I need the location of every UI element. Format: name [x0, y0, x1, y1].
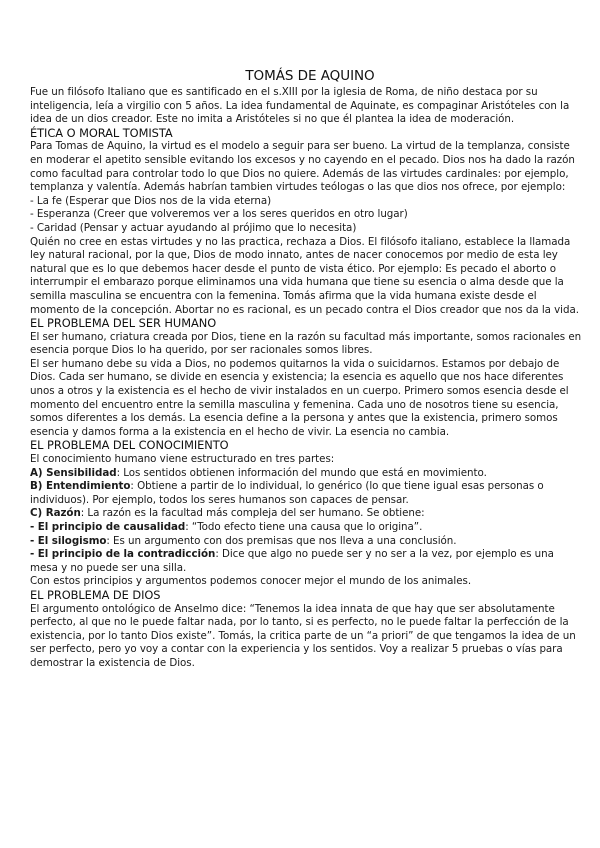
conocimiento-item-sensibilidad: [30, 467, 582, 481]
contradiccion-text: : Dice que algo no puede ser y no ser a la vez, por ejemplo es una mesa y no puede ser una silla.: [30, 548, 554, 574]
etica-paragraph-2: Quién no cree en estas virtudes y no las practica, rechaza a Dios. El filósofo italiano, establece la llamada ley natural racional, por la que, Dios de modo innato, antes de nacer conocemos por medio de esta ley natural que es lo que debemos hacer desde el punto de vista ético. Por ejemplo: Es pecado el aborto o interrumpir el embarazo porque eliminamos una vida humana que tiene su esencia o alma desde que la semilla masculina se encuentra con la femenina. Tomás afirma que la vida humana existe desde el momento de la concepción. Abortar no es racional, es un pecado contra el Dios creador que nos da la vida.: [30, 235, 579, 316]
section-heading-ser-humano: EL PROBLEMA DEL SER HUMANO: [30, 316, 217, 331]
silogismo-label: - El silogismo: [30, 534, 107, 547]
silogismo-text: : Es un argumento con dos premisas que nos lleva a una conclusión.: [106, 534, 457, 547]
principio-causalidad: [30, 521, 582, 535]
dios-paragraph-1: El argumento ontológico de Anselmo dice: “Tenemos la idea innata de que hay que ser absolutamente perfecto, al que no le puede faltar nada, por lo tanto, si es perfecto, no le puede faltar la perfección de la existencia, por lo tanto Dios existe”. Tomás, la critica parte de un “a priori” de que tengamos la idea de un ser perfecto, pero yo voy a contar con la experiencia y los sentidos. Voy a realizar 5 pruebas o vías para demostrar la existencia de Dios.: [30, 602, 576, 669]
etica-paragraph-1: Para Tomas de Aquino, la virtud es el modelo a seguir para ser bueno. La virtud de la templanza, consiste en moderar el apetito sensible evitando los excesos y no cayendo en el pecado. Dios nos ha dado la razón como facultad para controlar todo lo que Dios no quiere. Además de las virtudes cardinales: por ejemplo, templanza y valentía. Además habrían tambien virtudes teólogas o las que dios nos ofrece, por ejemplo:: [30, 140, 575, 194]
entendimiento-text: : Obtiene a partir de lo individual, lo genérico (lo que tiene igual esas personas o individuos). Por ejemplo, todos los seres humanos son capaces de pensar.: [30, 480, 544, 506]
page-title: TOMÁS DE AQUINO: [245, 68, 375, 84]
conocimiento-paragraph-1: El conocimiento humano viene estructurado en tres partes:: [30, 453, 335, 466]
conocimiento-paragraph-final: Con estos principios y argumentos podemos conocer mejor el mundo de los animales.: [30, 575, 472, 588]
razon-text: : La razón es la facultad más compleja del ser humano. Se obtiene:: [80, 507, 425, 520]
conocimiento-item-entendimiento: [30, 480, 582, 507]
razon-label: C) Razón: [30, 507, 81, 520]
intro-paragraph: Fue un filósofo Italiano que es santificado en el s.XIII por la iglesia de Roma, de niño destaca por su inteligencia, leía a virgilio con 5 años. La idea fundamental de Aquinate, es compaginar Aristóteles con la idea de un dios creador. Este no imita a Aristóteles si no que él plantea la idea de moderación.: [30, 86, 570, 126]
ser-humano-paragraph-2: El ser humano debe su vida a Dios, no podemos quitarnos la vida o suicidarnos. Estamos por debajo de Dios. Cada ser humano, se divide en esencia y existencia; la esencia es aquello que nos hace diferentes unos a otros y la existencia es el hecho de vivir instalados en un cuerpo. Primero somos esencia desde el momento del encuentro entre la semilla masculina y femenina. Cada uno de nosotros tiene su esencia, somos diferentes a los demás. La esencia define a la persona y antes que la existencia, primero somos esencia y damos forma a la existencia en el hecho de vivir. La esencia no cambia.: [30, 357, 569, 438]
section-heading-etica: ÉTICA O MORAL TOMISTA: [30, 125, 173, 140]
causalidad-label: - El principio de causalidad: [30, 521, 186, 533]
contradiccion-label: - El principio de la contradicción: [30, 548, 216, 561]
principio-contradiccion: [30, 548, 582, 575]
section-heading-dios: EL PROBLEMA DE DIOS: [30, 587, 161, 602]
virtue-item-esperanza: - Esperanza (Creer que volveremos ver a los seres queridos en otro lugar): [30, 208, 408, 221]
causalidad-text: : “Todo efecto tiene una causa que lo origina”.: [185, 521, 423, 533]
ser-humano-paragraph-1: El ser humano, criatura creada por Dios, tiene en la razón su facultad más importante, somos racionales en esencia porque Dios lo ha querido, por ser racionales somos libres.: [30, 330, 582, 357]
silogismo-item: [30, 535, 582, 549]
section-heading-conocimiento: EL PROBLEMA DEL CONOCIMIENTO: [30, 438, 229, 453]
entendimiento-label: B) Entendimiento: [30, 480, 131, 493]
conocimiento-item-razon: [30, 507, 582, 521]
virtue-item-fe: - La fe (Esperar que Dios nos de la vida eterna): [30, 194, 272, 207]
sensibilidad-text: : Los sentidos obtienen información del mundo que está en movimiento.: [116, 466, 487, 479]
sensibilidad-label: A) Sensibilidad: [30, 466, 117, 479]
virtue-item-caridad: - Caridad (Pensar y actuar ayudando al prójimo que lo necesita): [30, 221, 357, 234]
